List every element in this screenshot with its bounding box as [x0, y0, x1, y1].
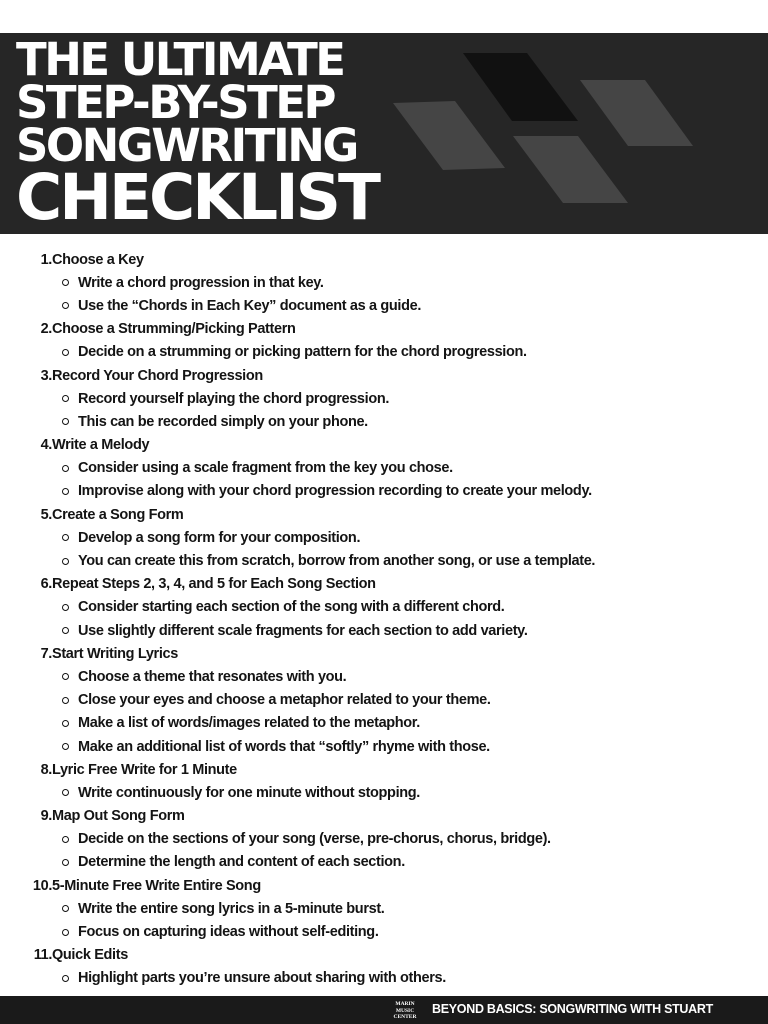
list-item [0, 549, 768, 572]
step-subitems [0, 271, 768, 317]
list-item-text: Make a list of words/images related to the metaphor. [78, 715, 420, 732]
step-subitems [0, 897, 768, 943]
list-item-text: Make an additional list of words that “softly” rhyme with those. [78, 738, 490, 755]
list-item-text: Close your eyes and choose a metaphor related to your theme. [78, 692, 491, 709]
step-title: Lyric Free Write for 1 Minute [52, 761, 237, 778]
checklist-step [0, 503, 768, 573]
footer-text: BEYOND BASICS: SONGWRITING WITH STUART [432, 1002, 713, 1016]
bullet-circle-icon [62, 929, 69, 936]
step-heading [0, 318, 768, 341]
list-item [0, 897, 768, 920]
list-item [0, 689, 768, 712]
list-item [0, 480, 768, 503]
bullet-circle-icon [62, 836, 69, 843]
step-heading [0, 944, 768, 967]
step-heading [0, 503, 768, 526]
checklist-step [0, 874, 768, 944]
title-line: SONGWRITING [16, 119, 357, 172]
step-title: Map Out Song Form [52, 808, 185, 825]
step-number: 7. [40, 645, 52, 662]
checklist-step [0, 434, 768, 504]
step-heading [0, 364, 768, 387]
step-title: Write a Melody [52, 437, 150, 454]
step-title: Choose a Strumming/Picking Pattern [52, 321, 296, 338]
bullet-circle-icon [62, 720, 69, 727]
list-item-text: Record yourself playing the chord progression. [78, 390, 390, 407]
list-item-text: Determine the length and content of each section. [78, 854, 405, 871]
list-item-text: Write a chord progression in that key. [78, 274, 324, 291]
step-number: 8. [40, 761, 52, 778]
step-number: 1. [40, 251, 52, 268]
list-item-text: Use slightly different scale fragments for each section to add variety. [78, 622, 528, 639]
list-item [0, 271, 768, 294]
step-number: 3. [40, 367, 52, 384]
step-title: Repeat Steps 2, 3, 4, and 5 for Each Song Section [52, 576, 376, 593]
diamond-shape [463, 53, 578, 121]
list-item-text: Highlight parts you’re unsure about sharing with others. [78, 970, 446, 987]
step-title: Start Writing Lyrics [52, 645, 178, 662]
bullet-circle-icon [62, 604, 69, 611]
checklist-step [0, 642, 768, 758]
bullet-circle-icon [62, 905, 69, 912]
step-subitems [0, 526, 768, 572]
step-heading [0, 805, 768, 828]
step-title: Record Your Chord Progression [52, 367, 263, 384]
checklist-step [0, 944, 768, 990]
step-number: 9. [40, 808, 52, 825]
step-number: 4. [40, 437, 52, 454]
title-line: STEP-BY-STEP [16, 76, 335, 129]
header-banner [0, 33, 768, 234]
bullet-circle-icon [62, 673, 69, 680]
step-heading [0, 248, 768, 271]
page-title [16, 33, 378, 234]
title-line: THE ULTIMATE [16, 33, 344, 86]
step-title: 5-Minute Free Write Entire Song [52, 877, 261, 894]
title-line: CHECKLIST [16, 161, 378, 234]
list-item-text: Decide on the sections of your song (verse, pre-chorus, chorus, bridge). [78, 831, 551, 848]
bullet-circle-icon [62, 558, 69, 565]
logo-line: CENTER [393, 1014, 417, 1020]
step-number: 2. [40, 321, 52, 338]
bullet-circle-icon [62, 349, 69, 356]
list-item [0, 619, 768, 642]
list-item-text: Choose a theme that resonates with you. [78, 668, 347, 685]
list-item-text: Write continuously for one minute without stopping. [78, 784, 420, 801]
checklist-step [0, 364, 768, 434]
list-item [0, 851, 768, 874]
marin-music-center-logo [388, 1001, 422, 1021]
bullet-circle-icon [62, 395, 69, 402]
list-item [0, 457, 768, 480]
checklist-step [0, 248, 768, 318]
list-item [0, 294, 768, 317]
step-number: 6. [40, 576, 52, 593]
bullet-circle-icon [62, 279, 69, 286]
bullet-circle-icon [62, 488, 69, 495]
bullet-circle-icon [62, 859, 69, 866]
list-item [0, 967, 768, 990]
step-subitems [0, 967, 768, 990]
bullet-circle-icon [62, 418, 69, 425]
list-item-text: Focus on capturing ideas without self-editing. [78, 924, 379, 941]
bullet-circle-icon [62, 975, 69, 982]
list-item [0, 828, 768, 851]
bullet-circle-icon [62, 697, 69, 704]
bullet-circle-icon [62, 302, 69, 309]
list-item-text: Use the “Chords in Each Key” document as a guide. [78, 297, 422, 314]
list-item [0, 920, 768, 943]
checklist-step [0, 318, 768, 364]
step-title: Create a Song Form [52, 506, 184, 523]
list-item-text: Consider using a scale fragment from the key you chose. [78, 460, 453, 477]
list-item-text: This can be recorded simply on your phone. [78, 413, 368, 430]
checklist-step [0, 573, 768, 643]
list-item-text: Write the entire song lyrics in a 5-minute burst. [78, 900, 385, 917]
step-heading [0, 573, 768, 596]
step-subitems [0, 457, 768, 503]
list-item [0, 735, 768, 758]
step-heading [0, 758, 768, 781]
bullet-circle-icon [62, 789, 69, 796]
list-item-text: You can create this from scratch, borrow from another song, or use a template. [78, 553, 596, 570]
step-subitems [0, 828, 768, 874]
list-item [0, 665, 768, 688]
diamond-shape [393, 101, 505, 170]
step-subitems [0, 341, 768, 364]
checklist-step [0, 758, 768, 804]
list-item-text: Develop a song form for your composition. [78, 529, 361, 546]
logo-line: MARIN MUSIC [395, 1001, 415, 1014]
checklist [0, 248, 768, 990]
step-subitems [0, 781, 768, 804]
bullet-circle-icon [62, 627, 69, 634]
list-item [0, 596, 768, 619]
footer-bar [0, 996, 768, 1024]
list-item [0, 410, 768, 433]
step-subitems [0, 387, 768, 433]
list-item-text: Consider starting each section of the song with a different chord. [78, 599, 505, 616]
list-item [0, 712, 768, 735]
list-item [0, 387, 768, 410]
list-item-text: Improvise along with your chord progression recording to create your melody. [78, 483, 592, 500]
step-subitems [0, 665, 768, 758]
bullet-circle-icon [62, 743, 69, 750]
step-title: Quick Edits [52, 947, 128, 964]
step-heading [0, 642, 768, 665]
list-item-text: Decide on a strumming or picking pattern for the chord progression. [78, 344, 527, 361]
step-number: 10. [32, 877, 52, 894]
step-subitems [0, 596, 768, 642]
step-number: 5. [40, 506, 52, 523]
bullet-circle-icon [62, 534, 69, 541]
bullet-circle-icon [62, 465, 69, 472]
diamond-shape [513, 136, 628, 203]
step-heading [0, 874, 768, 897]
diamond-shape [580, 80, 693, 146]
checklist-step [0, 805, 768, 875]
step-title: Choose a Key [52, 251, 144, 268]
list-item [0, 781, 768, 804]
step-heading [0, 434, 768, 457]
list-item [0, 526, 768, 549]
step-number: 11. [33, 947, 52, 964]
list-item [0, 341, 768, 364]
